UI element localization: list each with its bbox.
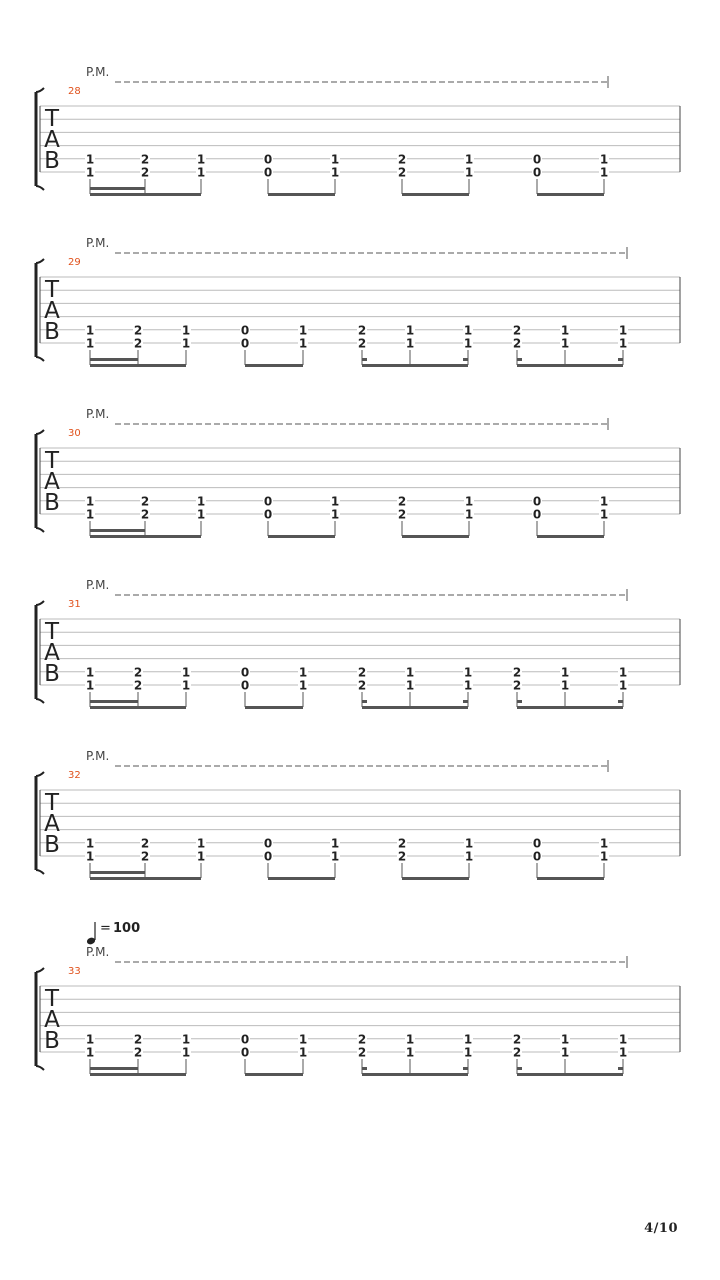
- fret-number: 2: [512, 336, 522, 351]
- fret-number: 1: [599, 507, 609, 522]
- palm-mute-label: P.M.: [86, 407, 110, 421]
- measure-number: 29: [68, 257, 81, 268]
- fret-number: 2: [357, 1032, 367, 1047]
- fret-number: 1: [298, 665, 308, 680]
- tab-clef-a: A: [44, 1007, 60, 1033]
- beam: [537, 535, 604, 538]
- fret-number: 1: [463, 678, 473, 693]
- fret-number: 1: [181, 678, 191, 693]
- fret-number: 1: [298, 323, 308, 338]
- fret-number: 0: [240, 678, 250, 693]
- page-number: 4/10: [644, 1221, 678, 1236]
- beam-stub: [517, 1067, 522, 1070]
- fret-number: 1: [85, 152, 95, 167]
- fret-number: 0: [240, 1032, 250, 1047]
- fret-number: 1: [298, 678, 308, 693]
- fret-number: 0: [263, 507, 273, 522]
- bracket-top-hook: [36, 259, 44, 263]
- fret-number: 1: [330, 152, 340, 167]
- tab-clef-a: A: [44, 811, 60, 837]
- tab-clef-t: T: [44, 790, 60, 816]
- fret-number: 1: [599, 165, 609, 180]
- fret-number: 1: [463, 323, 473, 338]
- tab-clef-a: A: [44, 640, 60, 666]
- fret-number: 1: [464, 165, 474, 180]
- fret-number: 2: [140, 849, 150, 864]
- fret-number: 1: [330, 494, 340, 509]
- fret-number: 2: [133, 336, 143, 351]
- measure-number: 28: [68, 86, 81, 97]
- measure-number: 33: [68, 966, 81, 977]
- secondary-beam: [90, 358, 138, 361]
- fret-number: 2: [357, 665, 367, 680]
- fret-number: 1: [85, 165, 95, 180]
- beam-stub: [362, 700, 367, 703]
- measure-number: 31: [68, 599, 81, 610]
- fret-number: 1: [181, 665, 191, 680]
- fret-number: 1: [560, 336, 570, 351]
- beam: [268, 193, 335, 196]
- fret-number: 1: [330, 836, 340, 851]
- tab-clef-b: B: [44, 661, 60, 687]
- beam: [245, 364, 303, 367]
- bracket-top-hook: [36, 772, 44, 776]
- fret-number: 2: [397, 849, 407, 864]
- fret-number: 1: [85, 836, 95, 851]
- fret-number: 1: [405, 1045, 415, 1060]
- fret-number: 1: [560, 678, 570, 693]
- fret-number: 1: [85, 678, 95, 693]
- tab-system: [36, 578, 680, 709]
- fret-number: 1: [298, 336, 308, 351]
- measure-number: 30: [68, 428, 81, 439]
- fret-number: 0: [263, 165, 273, 180]
- fret-number: 1: [405, 1032, 415, 1047]
- fret-number: 1: [405, 336, 415, 351]
- tempo-value: 100: [113, 921, 141, 936]
- beam: [245, 706, 303, 709]
- bracket-top-hook: [36, 968, 44, 972]
- bracket-bottom-hook: [36, 870, 44, 874]
- fret-number: 1: [463, 665, 473, 680]
- fret-number: 2: [133, 1045, 143, 1060]
- fret-number: 1: [405, 678, 415, 693]
- fret-number: 0: [263, 849, 273, 864]
- fret-number: 1: [618, 678, 628, 693]
- beam: [537, 193, 604, 196]
- fret-number: 1: [464, 494, 474, 509]
- beam-stub: [463, 700, 468, 703]
- palm-mute-label: P.M.: [86, 945, 110, 959]
- beam: [517, 1073, 623, 1076]
- beam: [537, 877, 604, 880]
- beam: [245, 1073, 303, 1076]
- tab-clef-a: A: [44, 469, 60, 495]
- fret-number: 1: [618, 1045, 628, 1060]
- fret-number: 1: [560, 1045, 570, 1060]
- fret-number: 0: [240, 1045, 250, 1060]
- fret-number: 1: [464, 507, 474, 522]
- beam: [90, 535, 201, 538]
- tab-system: [36, 749, 680, 880]
- fret-number: 0: [532, 507, 542, 522]
- beam: [362, 1073, 468, 1076]
- beam-stub: [618, 358, 623, 361]
- bracket-top-hook: [36, 430, 44, 434]
- fret-number: 2: [140, 494, 150, 509]
- fret-number: 1: [599, 494, 609, 509]
- fret-number: 2: [357, 323, 367, 338]
- fret-number: 2: [357, 678, 367, 693]
- beam-stub: [463, 1067, 468, 1070]
- fret-number: 1: [85, 336, 95, 351]
- tab-clef-a: A: [44, 127, 60, 153]
- fret-number: 2: [133, 1032, 143, 1047]
- fret-number: 1: [196, 494, 206, 509]
- beam: [268, 877, 335, 880]
- fret-number: 0: [263, 152, 273, 167]
- fret-number: 0: [240, 336, 250, 351]
- tab-system: [36, 236, 680, 367]
- fret-number: 2: [140, 152, 150, 167]
- fret-number: 1: [405, 665, 415, 680]
- beam-stub: [362, 1067, 367, 1070]
- bracket-bottom-hook: [36, 528, 44, 532]
- tempo-equals: =: [100, 921, 111, 936]
- bracket-bottom-hook: [36, 1066, 44, 1070]
- secondary-beam: [90, 529, 145, 532]
- fret-number: 1: [196, 165, 206, 180]
- fret-number: 1: [196, 507, 206, 522]
- palm-mute-label: P.M.: [86, 749, 110, 763]
- fret-number: 2: [133, 678, 143, 693]
- fret-number: 1: [560, 323, 570, 338]
- fret-number: 1: [85, 494, 95, 509]
- palm-mute-label: P.M.: [86, 236, 110, 250]
- fret-number: 2: [397, 836, 407, 851]
- fret-number: 0: [263, 494, 273, 509]
- fret-number: 2: [133, 665, 143, 680]
- fret-number: 2: [357, 1045, 367, 1060]
- tab-clef-b: B: [44, 319, 60, 345]
- secondary-beam: [90, 700, 138, 703]
- beam: [268, 535, 335, 538]
- tab-clef-a: A: [44, 298, 60, 324]
- beam: [90, 1073, 186, 1076]
- fret-number: 2: [133, 323, 143, 338]
- fret-number: 1: [85, 1045, 95, 1060]
- fret-number: 1: [463, 1032, 473, 1047]
- fret-number: 1: [405, 323, 415, 338]
- fret-number: 1: [560, 1032, 570, 1047]
- fret-number: 2: [512, 665, 522, 680]
- fret-number: 1: [85, 849, 95, 864]
- fret-number: 1: [599, 152, 609, 167]
- fret-number: 1: [298, 1032, 308, 1047]
- fret-number: 1: [618, 323, 628, 338]
- beam-stub: [463, 358, 468, 361]
- fret-number: 0: [532, 165, 542, 180]
- fret-number: 0: [532, 152, 542, 167]
- palm-mute-label: P.M.: [86, 578, 110, 592]
- tab-clef-b: B: [44, 1028, 60, 1054]
- fret-number: 1: [618, 336, 628, 351]
- fret-number: 1: [196, 152, 206, 167]
- tab-system: [36, 65, 680, 196]
- fret-number: 1: [85, 1032, 95, 1047]
- fret-number: 1: [196, 836, 206, 851]
- beam: [90, 706, 186, 709]
- fret-number: 2: [512, 678, 522, 693]
- fret-number: 1: [196, 849, 206, 864]
- fret-number: 2: [397, 152, 407, 167]
- beam: [517, 706, 623, 709]
- bracket-bottom-hook: [36, 357, 44, 361]
- tab-system: [36, 921, 680, 1076]
- beam: [402, 193, 469, 196]
- tab-system: [36, 407, 680, 538]
- bracket-top-hook: [36, 601, 44, 605]
- fret-number: 1: [181, 336, 191, 351]
- fret-number: 2: [512, 323, 522, 338]
- fret-number: 1: [85, 665, 95, 680]
- fret-number: 1: [599, 836, 609, 851]
- fret-number: 0: [532, 494, 542, 509]
- bracket-bottom-hook: [36, 186, 44, 190]
- fret-number: 2: [397, 507, 407, 522]
- beam: [402, 877, 469, 880]
- fret-number: 1: [463, 1045, 473, 1060]
- beam-stub: [618, 700, 623, 703]
- fret-number: 1: [464, 849, 474, 864]
- secondary-beam: [90, 1067, 138, 1070]
- fret-number: 0: [532, 836, 542, 851]
- tab-clef-b: B: [44, 490, 60, 516]
- beam: [90, 877, 201, 880]
- fret-number: 2: [140, 836, 150, 851]
- beam-stub: [618, 1067, 623, 1070]
- fret-number: 1: [464, 152, 474, 167]
- tab-clef-t: T: [44, 619, 60, 645]
- fret-number: 1: [330, 165, 340, 180]
- fret-number: 0: [532, 849, 542, 864]
- fret-number: 1: [464, 836, 474, 851]
- fret-number: 1: [618, 1032, 628, 1047]
- tab-clef-t: T: [44, 277, 60, 303]
- fret-number: 1: [181, 1032, 191, 1047]
- beam: [362, 706, 468, 709]
- fret-number: 1: [560, 665, 570, 680]
- beam-stub: [362, 358, 367, 361]
- fret-number: 1: [330, 849, 340, 864]
- bracket-bottom-hook: [36, 699, 44, 703]
- fret-number: 2: [512, 1032, 522, 1047]
- fret-number: 1: [330, 507, 340, 522]
- fret-number: 2: [140, 165, 150, 180]
- fret-number: 0: [240, 665, 250, 680]
- beam: [402, 535, 469, 538]
- tab-clef-t: T: [44, 986, 60, 1012]
- fret-number: 1: [181, 1045, 191, 1060]
- tab-clef-b: B: [44, 832, 60, 858]
- fret-number: 2: [357, 336, 367, 351]
- fret-number: 2: [397, 494, 407, 509]
- fret-number: 0: [263, 836, 273, 851]
- fret-number: 2: [140, 507, 150, 522]
- beam: [362, 364, 468, 367]
- measure-number: 32: [68, 770, 81, 781]
- beam-stub: [517, 700, 522, 703]
- tab-clef-b: B: [44, 148, 60, 174]
- beam: [90, 364, 186, 367]
- fret-number: 2: [512, 1045, 522, 1060]
- tab-clef-t: T: [44, 448, 60, 474]
- fret-number: 1: [85, 323, 95, 338]
- fret-number: 2: [397, 165, 407, 180]
- fret-number: 1: [618, 665, 628, 680]
- fret-number: 0: [240, 323, 250, 338]
- fret-number: 1: [298, 1045, 308, 1060]
- bracket-top-hook: [36, 88, 44, 92]
- beam: [90, 193, 201, 196]
- fret-number: 1: [599, 849, 609, 864]
- secondary-beam: [90, 871, 145, 874]
- fret-number: 1: [181, 323, 191, 338]
- tab-clef-t: T: [44, 106, 60, 132]
- beam-stub: [517, 358, 522, 361]
- beam: [517, 364, 623, 367]
- secondary-beam: [90, 187, 145, 190]
- palm-mute-label: P.M.: [86, 65, 110, 79]
- fret-number: 1: [463, 336, 473, 351]
- fret-number: 1: [85, 507, 95, 522]
